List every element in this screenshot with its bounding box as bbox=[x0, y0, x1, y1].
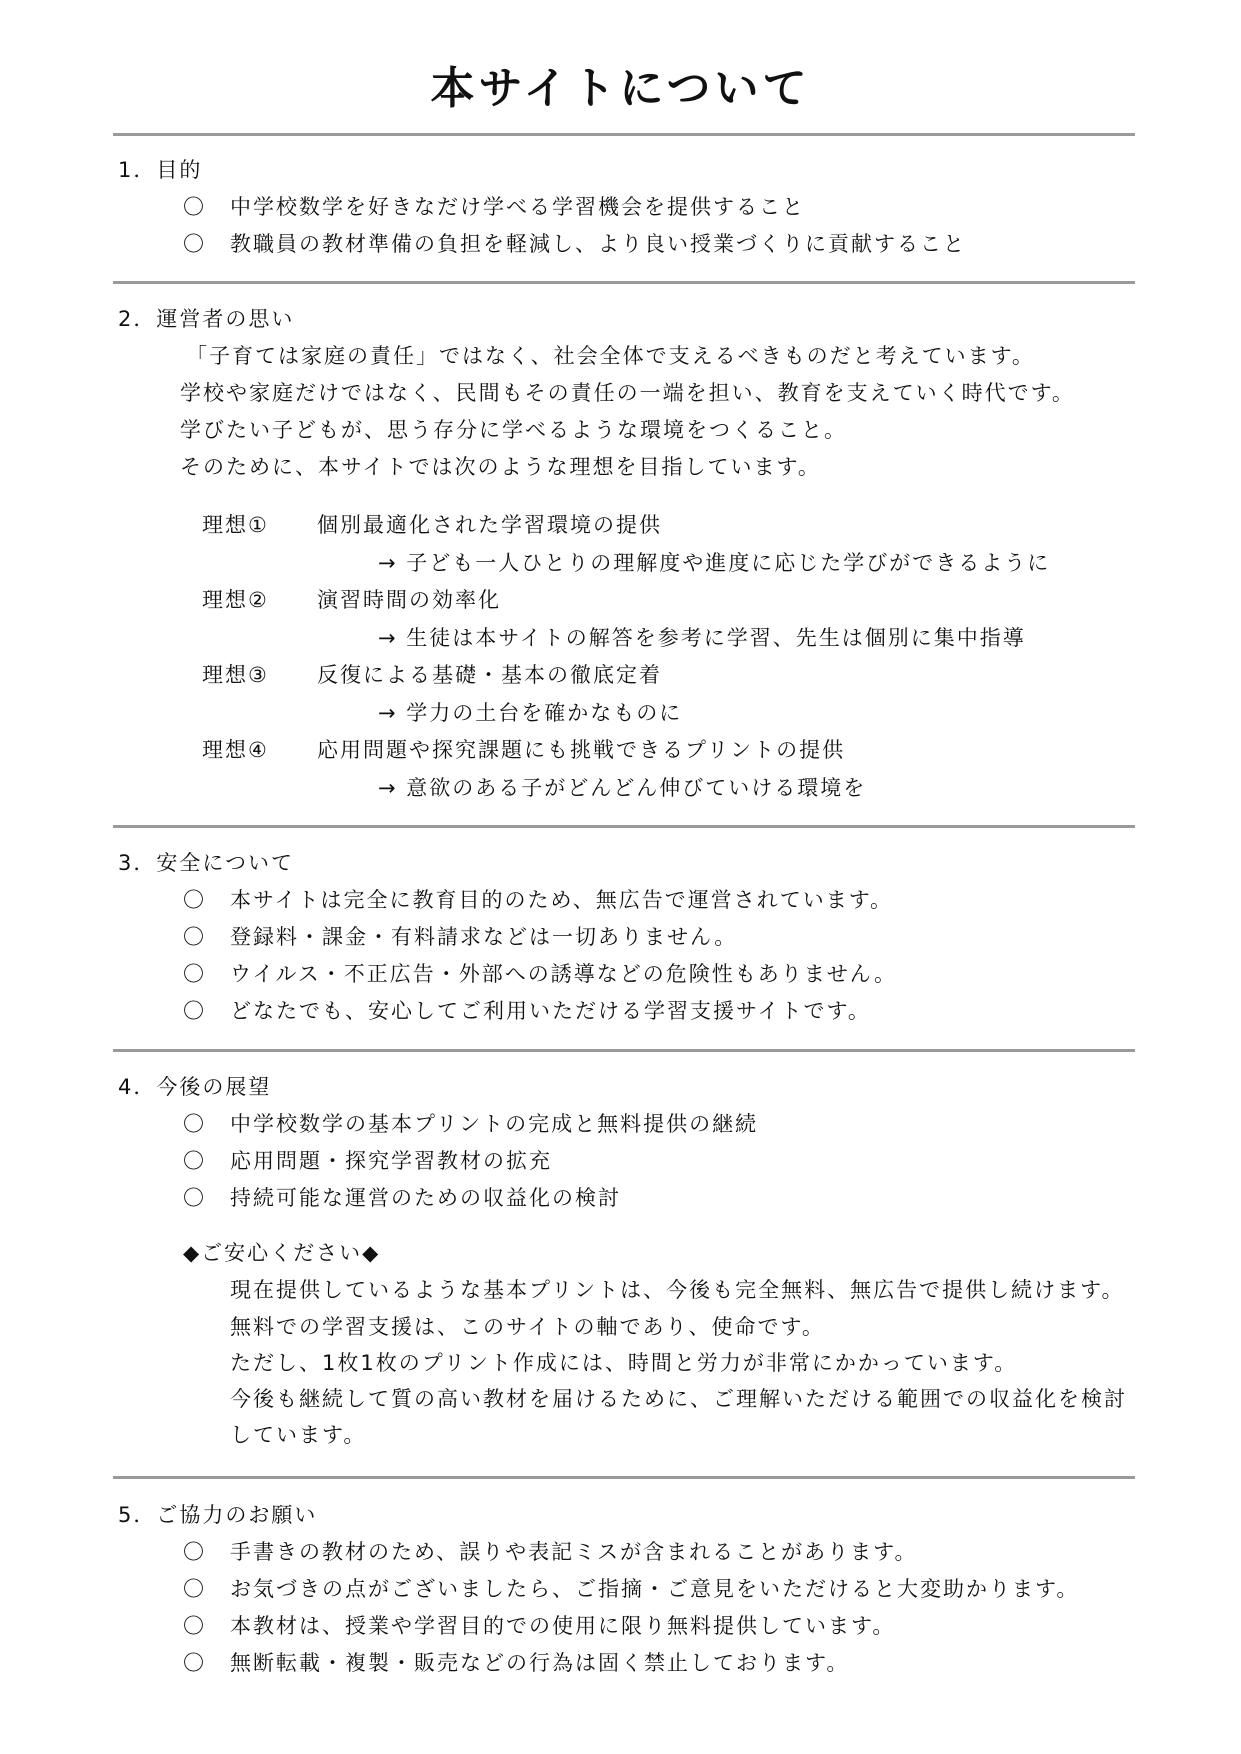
section-4-heading: 4．今後の展望 bbox=[118, 1075, 272, 1099]
section-3-item: ウイルス・不正広告・外部への誘導などの危険性もありません。 bbox=[230, 962, 897, 986]
section-2-paragraph: そのために、本サイトでは次のような理想を目指しています。 bbox=[180, 455, 821, 479]
ideal-detail: → 生徒は本サイトの解答を参考に学習、先生は個別に集中指導 bbox=[378, 626, 1026, 650]
notice-line: ただし、1枚1枚のプリント作成には、時間と労力が非常にかかっています。 bbox=[230, 1351, 1018, 1375]
section-4-item: 持続可能な運営のための収益化の検討 bbox=[230, 1186, 621, 1210]
section-4-item: 応用問題・探究学習教材の拡充 bbox=[230, 1149, 552, 1173]
notice-line: 無料での学習支援は、このサイトの軸であり、使命です。 bbox=[230, 1315, 825, 1339]
notice-line: しています。 bbox=[230, 1423, 367, 1447]
notice-line: 現在提供しているような基本プリントは、今後も完全無料、無広告で提供し続けます。 bbox=[230, 1278, 1125, 1302]
bullet-circle-icon: 〇 bbox=[183, 1149, 204, 1173]
ideal-text: 個別最適化された学習環境の提供 bbox=[317, 513, 662, 537]
ideal-text: 演習時間の効率化 bbox=[317, 588, 501, 612]
section-4-item: 中学校数学の基本プリントの完成と無料提供の継続 bbox=[230, 1112, 759, 1136]
page-title: 本サイトについて bbox=[430, 63, 811, 114]
ideal-detail: → 意欲のある子がどんどん伸びていける環境を bbox=[378, 776, 867, 800]
section-2-paragraph: 学校や家庭だけではなく、民間もその責任の一端を担い、教育を支えていく時代です。 bbox=[180, 381, 1075, 405]
divider bbox=[113, 825, 1135, 828]
divider bbox=[113, 133, 1135, 136]
ideal-text: 反復による基礎・基本の徹底定着 bbox=[317, 663, 662, 687]
bullet-circle-icon: 〇 bbox=[183, 1540, 204, 1564]
ideal-detail: → 学力の土台を確かなものに bbox=[378, 701, 683, 725]
bullet-circle-icon: 〇 bbox=[183, 1614, 204, 1638]
section-3-item: どなたでも、安心してご利用いただける学習支援サイトです。 bbox=[230, 999, 871, 1023]
bullet-circle-icon: 〇 bbox=[183, 195, 204, 219]
bullet-circle-icon: 〇 bbox=[183, 1112, 204, 1136]
section-2-heading: 2．運営者の思い bbox=[118, 307, 295, 331]
bullet-circle-icon: 〇 bbox=[183, 962, 204, 986]
bullet-circle-icon: 〇 bbox=[183, 999, 204, 1023]
divider bbox=[113, 1476, 1135, 1479]
ideal-label: 理想③ bbox=[202, 663, 269, 687]
section-1-item: 中学校数学を好きなだけ学べる学習機会を提供すること bbox=[230, 195, 805, 219]
bullet-circle-icon: 〇 bbox=[183, 1651, 204, 1675]
section-5-item: 本教材は、授業や学習目的での使用に限り無料提供しています。 bbox=[230, 1614, 896, 1638]
notice-heading: ◆ご安心ください◆ bbox=[183, 1241, 381, 1265]
section-5-heading: 5．ご協力のお願い bbox=[118, 1503, 318, 1527]
ideal-text: 応用問題や探究課題にも挑戦できるプリントの提供 bbox=[317, 738, 846, 762]
divider bbox=[113, 1049, 1135, 1052]
section-3-item: 登録料・課金・有料請求などは一切ありません。 bbox=[230, 925, 738, 949]
bullet-circle-icon: 〇 bbox=[183, 925, 204, 949]
notice-line: 今後も継続して質の高い教材を届けるために、ご理解いただける範囲での収益化を検討 bbox=[230, 1387, 1127, 1411]
section-1-item: 教職員の教材準備の負担を軽減し、より良い授業づくりに貢献すること bbox=[230, 232, 966, 256]
section-3-item: 本サイトは完全に教育目的のため、無広告で運営されています。 bbox=[230, 888, 894, 912]
section-2-paragraph: 学びたい子どもが、思う存分に学べるような環境をつくること。 bbox=[180, 418, 847, 442]
section-3-heading: 3．安全について bbox=[118, 851, 294, 875]
bullet-circle-icon: 〇 bbox=[183, 232, 204, 256]
section-5-item: 手書きの教材のため、誤りや表記ミスが含まれることがあります。 bbox=[230, 1540, 918, 1564]
bullet-circle-icon: 〇 bbox=[183, 888, 204, 912]
bullet-circle-icon: 〇 bbox=[183, 1186, 204, 1210]
divider bbox=[113, 281, 1135, 284]
ideal-label: 理想② bbox=[202, 588, 269, 612]
bullet-circle-icon: 〇 bbox=[183, 1577, 204, 1601]
section-2-paragraph: 「子育ては家庭の責任」ではなく、社会全体で支えるべきものだと考えています。 bbox=[186, 344, 1035, 368]
ideal-label: 理想① bbox=[202, 513, 269, 537]
section-1-heading: 1．目的 bbox=[118, 158, 203, 182]
section-5-item: お気づきの点がございましたら、ご指摘・ご意見をいただけると大変助かります。 bbox=[230, 1577, 1080, 1601]
section-5-item: 無断転載・複製・販売などの行為は固く禁止しております。 bbox=[230, 1651, 850, 1675]
ideal-detail: → 子ども一人ひとりの理解度や進度に応じた学びができるように bbox=[378, 551, 1051, 575]
ideal-label: 理想④ bbox=[202, 738, 269, 762]
